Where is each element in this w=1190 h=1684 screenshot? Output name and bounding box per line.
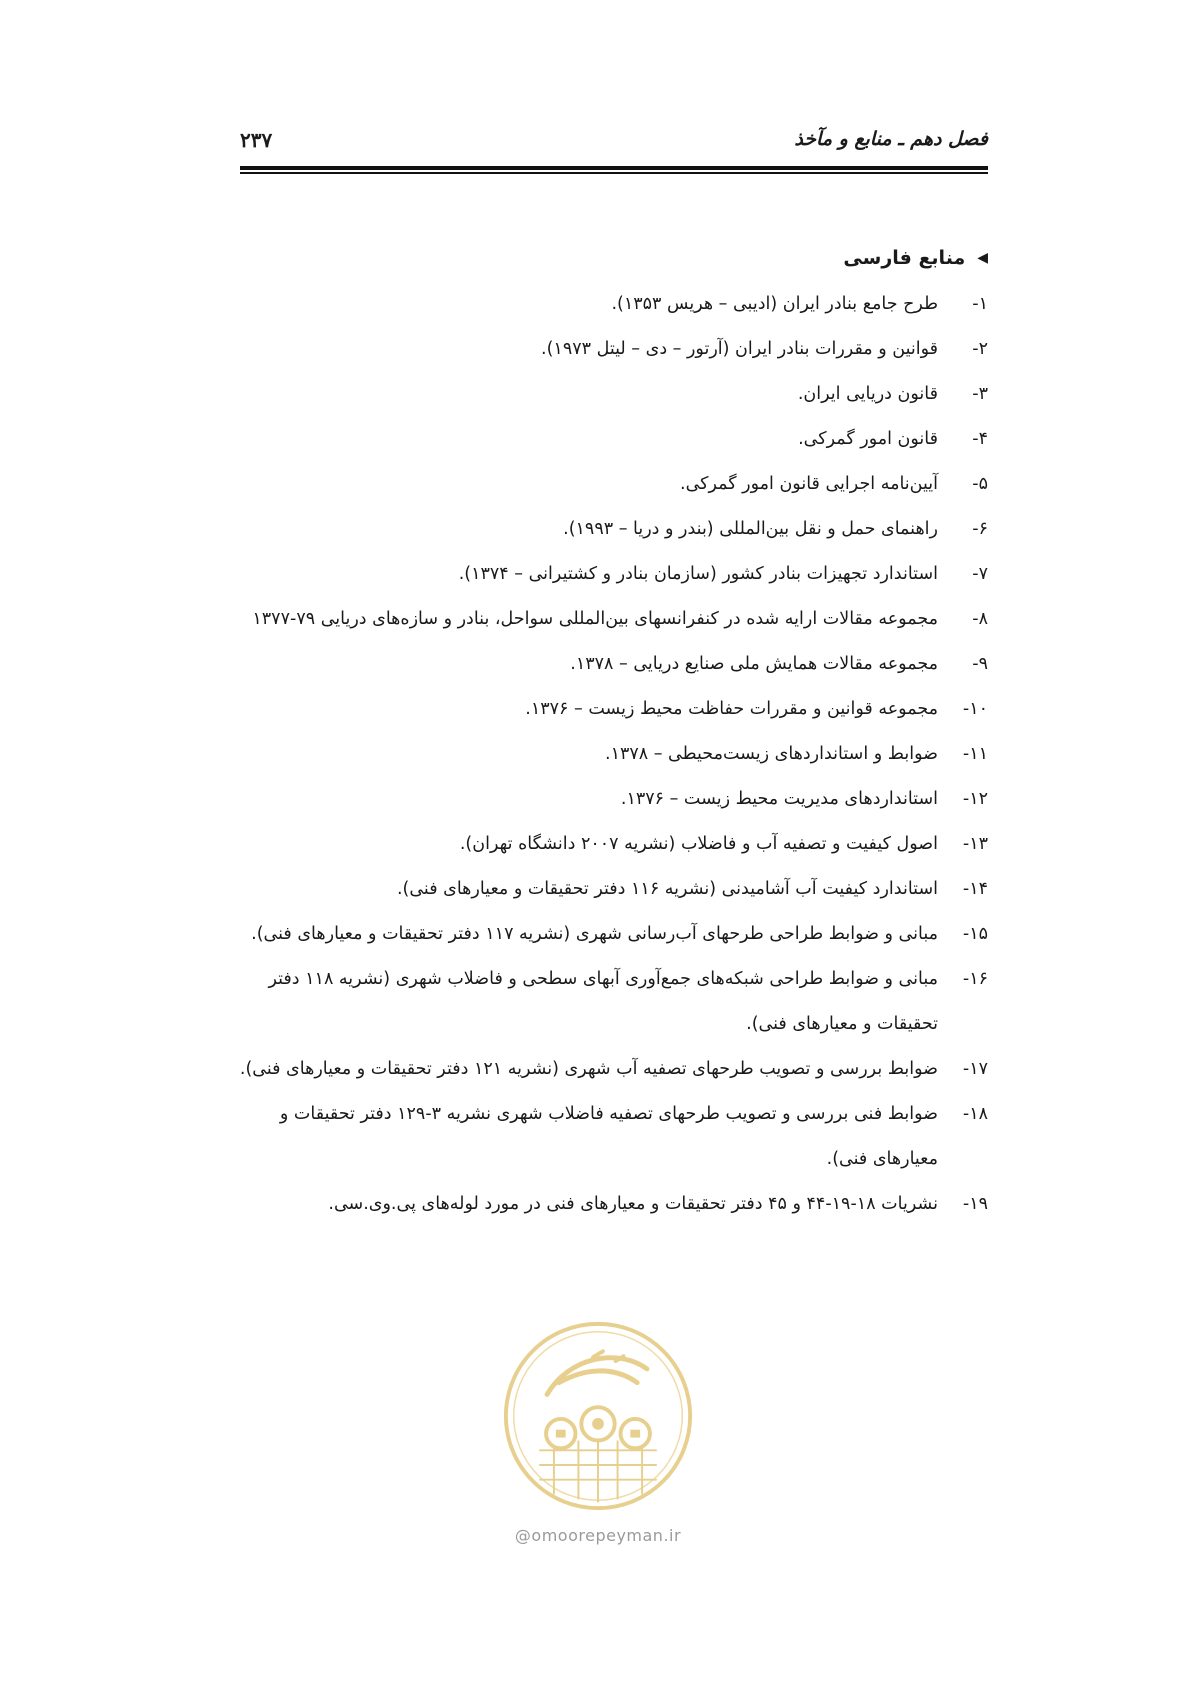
list-item-text: مبانی و ضوابط طراحی شبکه‌های جمع‌آوری آبهای سطحی و فاضلاب شهری (نشریه ۱۱۸ دفتر تحقیقات و معیارهای فنی).: [268, 969, 938, 1034]
list-item: [240, 822, 988, 867]
content: [240, 240, 988, 1227]
reference-list: [240, 282, 988, 1227]
page-number: ۲۳۷: [240, 128, 273, 152]
list-item-text: نشریات ۱۸-۱۹-۴۴ و ۴۵ دفتر تحقیقات و معیارهای فنی در مورد لوله‌های پی.وی.سی.: [328, 1194, 938, 1214]
list-item-number: ۱۵-: [962, 924, 988, 944]
watermark-logo: [500, 1318, 696, 1514]
list-item-number: ۶-: [972, 519, 988, 539]
list-item-number: ۱۱-: [962, 744, 988, 764]
list-item-number: ۳-: [972, 384, 988, 404]
list-item-text: ضوابط فنی بررسی و تصویب طرحهای تصفیه فاضلاب شهری نشریه ۳-۱۲۹ دفتر تحقیقات و معیارهای فنی).: [279, 1104, 938, 1169]
watermark-url: @omoorepeyman.ir: [514, 1526, 682, 1545]
list-item: [240, 552, 988, 597]
list-item-number: ۱۷-: [962, 1059, 988, 1079]
triangle-bullet-icon: ◀: [977, 250, 988, 266]
list-item-text: ضوابط بررسی و تصویب طرحهای تصفیه آب شهری (نشریه ۱۲۱ دفتر تحقیقات و معیارهای فنی).: [239, 1059, 938, 1079]
header-rule-thick: [240, 166, 988, 170]
list-item-text: آیین‌نامه اجرایی قانون امور گمرکی.: [680, 474, 938, 494]
list-item: [240, 642, 988, 687]
list-item-text: مجموعه مقالات ارایه شده در کنفرانسهای بین‌المللی سواحل، بنادر و سازه‌های دریایی ۷۹-۱۳۷۷: [252, 609, 938, 629]
list-item-text: مبانی و ضوابط طراحی طرحهای آب‌رسانی شهری (نشریه ۱۱۷ دفتر تحقیقات و معیارهای فنی).: [251, 924, 938, 944]
list-item-text: استاندارد کیفیت آب آشامیدنی (نشریه ۱۱۶ دفتر تحقیقات و معیارهای فنی).: [396, 879, 938, 899]
list-item: [240, 912, 988, 957]
list-item: [240, 867, 988, 912]
list-item: [240, 1182, 988, 1227]
list-item-number: ۹-: [972, 654, 988, 674]
list-item-number: ۴-: [972, 429, 988, 449]
list-item-number: ۸-: [972, 609, 988, 629]
list-item: [240, 777, 988, 822]
list-item-text: استاندارد تجهیزات بنادر کشور (سازمان بنادر و کشتیرانی – ۱۳۷۴).: [458, 564, 938, 584]
list-item: [240, 417, 988, 462]
list-item: [240, 372, 988, 417]
list-item-text: قانون دریایی ایران.: [797, 384, 938, 404]
list-item-text: استانداردهای مدیریت محیط زیست – ۱۳۷۶.: [620, 789, 938, 809]
list-item-text: راهنمای حمل و نقل بین‌المللی (بندر و دریا – ۱۹۹۳).: [563, 519, 938, 539]
list-item: [240, 1092, 988, 1182]
list-item: [240, 507, 988, 552]
list-item-number: ۱۹-: [962, 1194, 988, 1214]
header-rule-thin: [240, 172, 988, 174]
list-item-number: ۱-: [972, 294, 988, 314]
list-item: [240, 597, 988, 642]
list-item-text: ضوابط و استانداردهای زیست‌محیطی – ۱۳۷۸.: [604, 744, 938, 764]
list-item: [240, 462, 988, 507]
chapter-title: فصل دهم ـ منابع و مآخذ: [794, 128, 988, 150]
section-heading-text: منابع فارسی: [843, 247, 966, 269]
list-item-number: ۱۳-: [962, 834, 988, 854]
list-item-text: مجموعه مقالات همایش ملی صنایع دریایی – ۱۳۷۸.: [570, 654, 938, 674]
list-item-number: ۷-: [972, 564, 988, 584]
list-item-text: طرح جامع بنادر ایران (ادیبی – هریس ۱۳۵۳).: [611, 294, 938, 314]
list-item: [240, 957, 988, 1047]
list-item-number: ۵-: [972, 474, 988, 494]
list-item: [240, 732, 988, 777]
list-item-text: قوانین و مقررات بنادر ایران (آرتور – دی – لیتل ۱۹۷۳).: [541, 339, 938, 359]
list-item-text: اصول کیفیت و تصفیه آب و فاضلاب (نشریه ۲۰۰۷ دانشگاه تهران).: [459, 834, 938, 854]
list-item-number: ۱۸-: [962, 1104, 988, 1124]
list-item: [240, 327, 988, 372]
list-item-number: ۱۰-: [962, 699, 988, 719]
list-item-number: ۲-: [972, 339, 988, 359]
page-header: [240, 128, 988, 160]
list-item-number: ۱۶-: [962, 969, 988, 989]
list-item-number: ۱۲-: [962, 789, 988, 809]
list-item: [240, 282, 988, 327]
list-item-number: ۱۴-: [962, 879, 988, 899]
list-item-text: قانون امور گمرکی.: [798, 429, 938, 449]
list-item-text: مجموعه قوانین و مقررات حفاظت محیط زیست – ۱۳۷۶.: [525, 699, 938, 719]
list-item: [240, 687, 988, 732]
list-item: [240, 1047, 988, 1092]
section-heading: [240, 240, 988, 276]
